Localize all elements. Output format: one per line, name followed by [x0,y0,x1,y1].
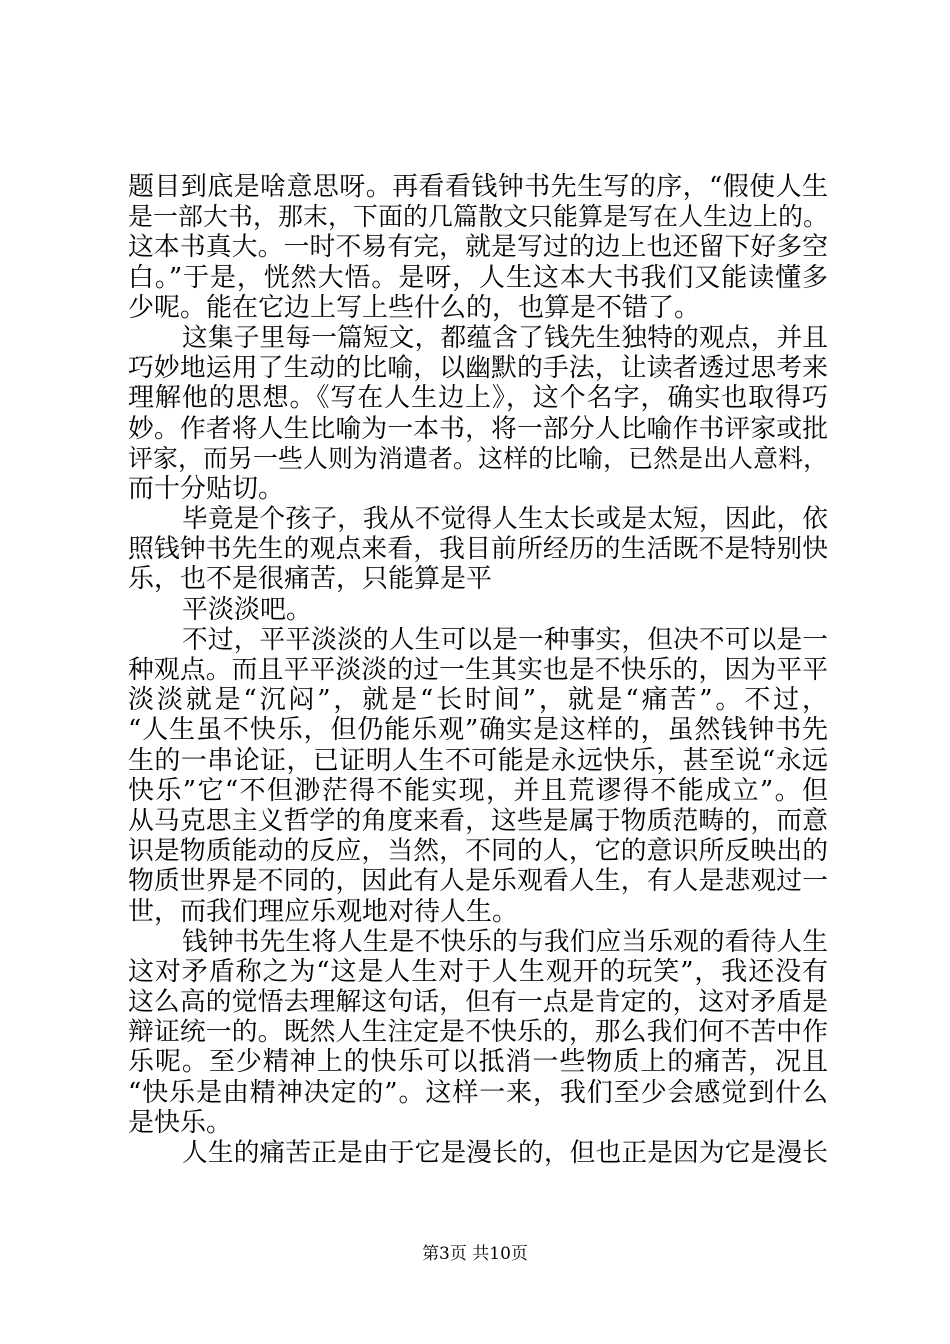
text-line: 物质世界是不同的，因此有人是乐观看人生，有人是悲观过一 [128,866,828,897]
text-line: 而十分贴切。 [128,473,285,504]
text-line: 是快乐。 [128,1107,233,1138]
text-line: 从马克思主义哲学的角度来看，这些是属于物质范畴的，而意 [128,805,828,836]
text-line: 少呢。能在它边上写上些什么的，也算是不错了。 [128,292,701,323]
text-line: 照钱钟书先生的观点来看，我目前所经历的生活既不是特别快 [128,534,828,565]
text-line: 这集子里每一篇短文，都蕴含了钱先生独特的观点，并且 [182,322,828,353]
text-line: 不过，平平淡淡的人生可以是一种事实，但决不可以是一 [182,624,828,655]
text-line: 评家，而另一些人则为消遣者。这样的比喻，已然是出人意料， [128,443,828,473]
text-line: 识是物质能动的反应，当然，不同的人，它的意识所反映出的 [128,836,828,867]
text-line: 这本书真大。一时不易有完，就是写过的边上也还留下好多空 [128,232,828,263]
text-line: 这么高的觉悟去理解这句话，但有一点是肯定的，这对矛盾是 [128,987,828,1018]
text-line: 生的一串论证，已证明人生不可能是永远快乐，甚至说“永远 [128,745,828,776]
text-line: 乐，也不是很痛苦，只能算是平 [128,564,493,595]
text-line: “快乐是由精神决定的”。这样一来，我们至少会感觉到什么 [128,1077,828,1108]
text-line: 世，而我们理应乐观地对待人生。 [128,896,519,927]
text-line: 快乐”它“不但渺茫得不能实现，并且荒谬得不能成立”。但 [128,775,828,806]
document-body [128,172,828,1168]
text-line: 白。”于是，恍然大悟。是呀，人生这本大书我们又能读懂多 [128,262,828,293]
text-line: 妙。作者将人生比喻为一本书，将一部分人比喻作书评家或批 [128,413,828,444]
text-line: 乐呢。至少精神上的快乐可以抵消一些物质上的痛苦，况且 [128,1047,828,1078]
text-line: 淡淡就是“沉闷”，就是“长时间”，就是“痛苦”。不过， [128,685,828,716]
page-footer: 第3页 共10页 [422,1244,528,1264]
text-line: 题目到底是啥意思呀。再看看钱钟书先生写的序，“假使人生 [128,172,828,202]
text-line: 理解他的思想。《写在人生边上》，这个名字，确实也取得巧 [128,383,828,414]
text-line: 这对矛盾称之为“这是人生对于人生观开的玩笑”，我还没有 [128,956,828,987]
text-line: 辩证统一的。既然人生注定是不快乐的，那么我们何不苦中作 [128,1017,828,1048]
text-line: 是一部大书，那末，下面的几篇散文只能算是写在人生边上的。 [128,202,828,232]
text-line: 钱钟书先生将人生是不快乐的与我们应当乐观的看待人生 [182,926,828,957]
text-line: 巧妙地运用了生动的比喻，以幽默的手法，让读者透过思考来 [128,353,828,384]
text-line: 平淡淡吧。 [182,594,313,625]
text-line: 毕竟是个孩子，我从不觉得人生太长或是太短，因此，依 [182,504,828,535]
text-line: 种观点。而且平平淡淡的过一生其实也是不快乐的，因为平平 [128,655,828,685]
text-line: 人生的痛苦正是由于它是漫长的，但也正是因为它是漫长 [182,1138,828,1168]
text-line: “人生虽不快乐，但仍能乐观”确实是这样的，虽然钱钟书先 [128,715,828,746]
